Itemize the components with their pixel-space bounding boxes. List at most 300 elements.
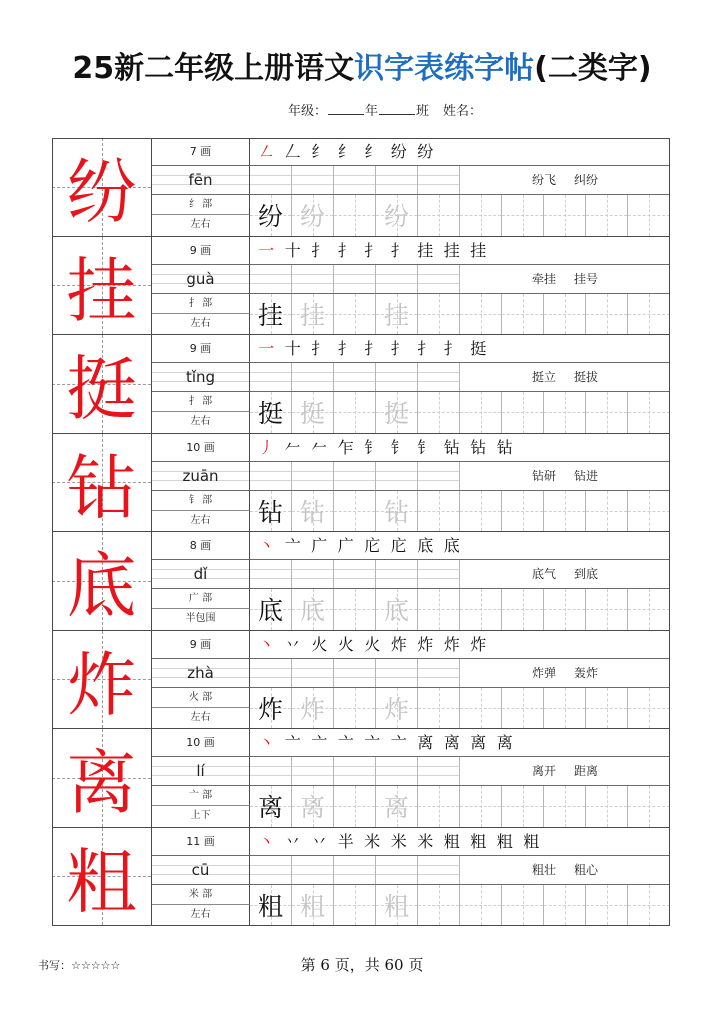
stroke-order-step: 扌 <box>390 240 407 260</box>
writing-practice-cell <box>502 491 544 532</box>
character-row <box>52 532 670 631</box>
writing-practice-cell <box>502 294 544 335</box>
character-row <box>52 434 670 533</box>
pinyin-practice-row <box>250 560 670 589</box>
writing-practice-cell <box>334 589 376 630</box>
stroke-order-step: 𠃋 <box>284 142 301 161</box>
stroke-order-step: 丷 <box>311 831 328 851</box>
radical: 扌 部 <box>152 392 250 412</box>
writing-practice-cell <box>250 688 292 729</box>
stroke-order-step: 扌 <box>417 339 434 358</box>
practice-model-character: 粗 <box>257 891 283 921</box>
character-row <box>52 335 670 434</box>
practice-model-character: 挂 <box>257 300 283 330</box>
pinyin-writing-cell <box>418 265 460 293</box>
writing-practice-cell <box>628 885 670 926</box>
writing-practice-cell <box>586 589 628 630</box>
pinyin-writing-cell <box>334 757 376 785</box>
stroke-order-step: 纟 <box>337 142 354 161</box>
writing-practice-cell <box>628 491 670 532</box>
writing-practice-cell <box>418 491 460 532</box>
stroke-count: 9 画 <box>152 631 250 659</box>
pinyin-writing-cell <box>334 462 376 490</box>
tracing-character: 纷 <box>299 202 325 232</box>
stroke-count: 10 画 <box>152 434 250 462</box>
stroke-order-step: 扌 <box>311 339 328 358</box>
title-highlight: 识字表练字帖 <box>354 51 535 86</box>
pinyin-practice-row <box>250 659 670 688</box>
pinyin-writing-cell <box>292 462 334 490</box>
pinyin-writing-cell <box>250 166 292 194</box>
pinyin-writing-cell <box>334 166 376 194</box>
pinyin-writing-cell <box>334 856 376 884</box>
writing-practice-cell <box>292 589 334 630</box>
stroke-order-step: 十 <box>284 339 301 358</box>
pinyin-writing-cell <box>376 265 418 293</box>
stroke-count: 8 画 <box>152 532 250 560</box>
character-row <box>52 729 670 828</box>
model-character-cell <box>52 631 152 729</box>
model-character-cell <box>52 138 152 236</box>
writing-practice-row <box>250 392 670 433</box>
stroke-order-step: 挺 <box>470 339 487 358</box>
stroke-order-step: 亠 <box>364 733 381 752</box>
pinyin-writing-cell <box>376 363 418 391</box>
writing-practice-cell <box>334 688 376 729</box>
handwriting-rating <box>38 958 120 974</box>
structure: 左右 <box>152 905 250 926</box>
stroke-order-step: ㇜ <box>258 142 275 161</box>
stroke-order-step: 火 <box>364 634 381 654</box>
stroke-order-step: 丷 <box>284 831 301 851</box>
model-character: 钻 <box>66 446 137 529</box>
writing-practice-cell <box>628 688 670 729</box>
writing-practice-row <box>250 491 670 532</box>
tracing-character: 纷 <box>383 202 409 232</box>
stroke-order-row <box>250 532 670 560</box>
stroke-order-step: 一 <box>258 240 275 260</box>
writing-practice-cell <box>292 294 334 335</box>
writing-practice-cell <box>628 786 670 827</box>
pinyin-writing-cell <box>292 757 334 785</box>
stroke-order-step: 离 <box>470 733 487 752</box>
writing-practice-cell <box>376 195 418 236</box>
pinyin-writing-cell <box>250 265 292 293</box>
stroke-order-row <box>250 434 670 462</box>
tracing-character: 离 <box>383 793 409 823</box>
class-label: 班 <box>416 104 430 119</box>
practice-model-character: 挺 <box>257 399 283 429</box>
pinyin-writing-cell <box>418 757 460 785</box>
model-character: 底 <box>66 545 137 628</box>
writing-practice-cell <box>418 688 460 729</box>
stroke-order-step: 粗 <box>443 831 460 851</box>
stroke-order-step: 粗 <box>470 831 487 851</box>
structure: 左右 <box>152 511 250 532</box>
pinyin-writing-cell <box>292 265 334 293</box>
radical: 扌 部 <box>152 294 250 314</box>
pinyin-writing-cell <box>376 560 418 588</box>
model-character-cell <box>52 828 152 926</box>
writing-practice-cell <box>460 491 502 532</box>
model-character-cell <box>52 335 152 433</box>
writing-practice-cell <box>292 885 334 926</box>
stroke-order-step: 扌 <box>311 240 328 260</box>
stroke-order-step: 米 <box>390 831 407 851</box>
stroke-order-step: 钻 <box>443 437 460 457</box>
vocabulary-cell <box>460 363 670 391</box>
vocabulary-word: 粗心 <box>574 862 599 877</box>
pinyin-practice-row <box>250 757 670 786</box>
writing-practice-row <box>250 786 670 827</box>
stroke-order-step: 挂 <box>443 240 460 260</box>
rating-stars: ☆☆☆☆☆ <box>71 959 121 972</box>
worksheet-title <box>0 46 724 92</box>
pinyin-writing-cell <box>250 462 292 490</box>
writing-practice-cell <box>292 392 334 433</box>
writing-practice-cell <box>586 294 628 335</box>
stroke-order-step: 纷 <box>417 142 434 161</box>
writing-practice-cell <box>418 885 460 926</box>
stroke-order-step: 亠 <box>311 733 328 752</box>
pinyin-writing-cell <box>250 363 292 391</box>
stroke-order-step: 扌 <box>443 339 460 358</box>
stroke-order-step: 半 <box>337 831 354 851</box>
stroke-order-step: 丷 <box>284 634 301 654</box>
stroke-order-step: 庀 <box>390 536 407 555</box>
writing-practice-row <box>250 294 670 335</box>
character-row <box>52 237 670 336</box>
stroke-order-step: 扌 <box>364 339 381 358</box>
stroke-order-step: 底 <box>443 536 460 555</box>
vocabulary-word: 挺立 <box>531 370 556 384</box>
writing-practice-cell <box>418 589 460 630</box>
writing-practice-cell <box>334 294 376 335</box>
pinyin-writing-cell <box>292 166 334 194</box>
model-character-cell <box>52 237 152 335</box>
pinyin-writing-cell <box>334 659 376 687</box>
stroke-order-step: 一 <box>258 339 275 358</box>
pinyin: guà <box>152 265 250 294</box>
tracing-character: 钻 <box>383 497 409 527</box>
vocabulary-word: 钻进 <box>574 468 599 483</box>
pinyin: tǐng <box>152 363 250 392</box>
writing-practice-cell <box>334 885 376 926</box>
tracing-character: 离 <box>299 793 325 823</box>
vocabulary-cell <box>460 560 670 588</box>
stroke-order-step: 丶 <box>258 536 275 555</box>
writing-practice-cell <box>250 589 292 630</box>
vocabulary-word: 粗壮 <box>531 862 556 877</box>
tracing-character: 底 <box>383 596 409 626</box>
stroke-order-step: 𠂉 <box>311 437 328 457</box>
writing-practice-cell <box>460 589 502 630</box>
writing-practice-cell <box>502 589 544 630</box>
stroke-order-step: 炸 <box>470 634 487 654</box>
stroke-order-step: 钅 <box>390 437 407 457</box>
stroke-order-row <box>250 237 670 265</box>
writing-practice-cell <box>544 294 586 335</box>
pinyin-writing-cell <box>376 462 418 490</box>
pinyin-writing-cell <box>334 560 376 588</box>
writing-practice-cell <box>460 885 502 926</box>
writing-practice-cell <box>250 885 292 926</box>
pinyin-writing-cell <box>292 659 334 687</box>
stroke-order-step: 𠂉 <box>284 437 301 457</box>
writing-practice-cell <box>544 491 586 532</box>
pinyin-writing-cell <box>250 659 292 687</box>
vocabulary-word: 底气 <box>531 567 556 581</box>
stroke-order-step: 离 <box>443 733 460 752</box>
writing-practice-cell <box>586 688 628 729</box>
tracing-character: 挂 <box>383 300 409 330</box>
writing-practice-cell <box>544 392 586 433</box>
writing-practice-cell <box>376 491 418 532</box>
writing-practice-cell <box>292 195 334 236</box>
stroke-order-step: 纟 <box>311 142 328 161</box>
pinyin-writing-cell <box>292 560 334 588</box>
pinyin-writing-cell <box>418 856 460 884</box>
pinyin-writing-cell <box>334 265 376 293</box>
year-label: 年 <box>365 104 379 119</box>
writing-practice-cell <box>334 392 376 433</box>
model-character: 挂 <box>66 249 137 332</box>
pinyin-writing-cell <box>250 757 292 785</box>
stroke-count: 9 画 <box>152 237 250 265</box>
writing-practice-cell <box>502 786 544 827</box>
grade-label: 年级： <box>288 104 328 119</box>
stroke-order-step: 粗 <box>523 831 540 851</box>
stroke-order-step: 丶 <box>258 634 275 654</box>
pinyin: fēn <box>152 166 250 195</box>
vocabulary-word: 炸弹 <box>531 665 556 680</box>
stroke-order-step: 离 <box>417 733 434 752</box>
practice-model-character: 离 <box>257 793 283 823</box>
radical: 纟 部 <box>152 195 250 215</box>
writing-practice-row <box>250 688 670 729</box>
pinyin: zuān <box>152 462 250 491</box>
stroke-order-step: 米 <box>417 831 434 851</box>
stroke-order-step: 亠 <box>337 733 354 752</box>
writing-practice-cell <box>460 786 502 827</box>
writing-practice-cell <box>586 195 628 236</box>
writing-practice-cell <box>292 786 334 827</box>
stroke-order-row <box>250 335 670 363</box>
writing-practice-row <box>250 589 670 630</box>
stroke-order-step: 底 <box>417 536 434 555</box>
pinyin-writing-cell <box>376 166 418 194</box>
model-character-cell <box>52 434 152 532</box>
character-row <box>52 828 670 927</box>
stroke-count: 9 画 <box>152 335 250 363</box>
stroke-order-step: 亠 <box>284 733 301 752</box>
writing-practice-cell <box>628 589 670 630</box>
model-character: 炸 <box>66 643 137 726</box>
pinyin-practice-row <box>250 856 670 885</box>
pinyin: lí <box>152 757 250 786</box>
stroke-order-step: 广 <box>311 536 328 555</box>
vocabulary-word: 距离 <box>574 764 599 778</box>
stroke-order-step: 丶 <box>258 733 275 752</box>
writing-practice-cell <box>250 491 292 532</box>
pinyin-practice-row <box>250 462 670 491</box>
vocabulary-word: 到底 <box>574 567 599 581</box>
pinyin-writing-cell <box>250 560 292 588</box>
name-label: 姓名： <box>443 104 483 119</box>
writing-practice-cell <box>544 589 586 630</box>
practice-model-character: 炸 <box>257 694 283 724</box>
radical: 米 部 <box>152 885 250 905</box>
stroke-order-row <box>250 631 670 659</box>
pinyin-practice-row <box>250 265 670 294</box>
structure: 左右 <box>152 412 250 433</box>
writing-practice-cell <box>544 885 586 926</box>
writing-practice-cell <box>628 195 670 236</box>
title-prefix: 25新二年级上册语文 <box>72 51 355 86</box>
structure: 半包围 <box>152 609 250 630</box>
writing-practice-cell <box>544 195 586 236</box>
tracing-character: 粗 <box>383 891 409 921</box>
pinyin-writing-cell <box>418 363 460 391</box>
class-blank <box>379 102 415 115</box>
writing-practice-cell <box>250 392 292 433</box>
stroke-order-step: 米 <box>364 831 381 851</box>
stroke-order-step: 扌 <box>364 240 381 260</box>
practice-table <box>52 138 670 926</box>
writing-practice-cell <box>376 885 418 926</box>
practice-model-character: 纷 <box>257 202 283 232</box>
writing-practice-cell <box>334 786 376 827</box>
writing-practice-cell <box>376 392 418 433</box>
radical: 亠 部 <box>152 786 250 806</box>
tracing-character: 挂 <box>299 300 325 330</box>
vocabulary-word: 轰炸 <box>574 665 599 680</box>
writing-practice-cell <box>250 195 292 236</box>
stroke-order-step: 广 <box>337 536 354 555</box>
stroke-order-step: 丿 <box>258 437 275 457</box>
radical: 广 部 <box>152 589 250 609</box>
writing-practice-cell <box>334 491 376 532</box>
stroke-order-step: 庀 <box>364 536 381 555</box>
stroke-order-step: 丶 <box>258 831 275 851</box>
pinyin-writing-cell <box>292 856 334 884</box>
vocabulary-cell <box>460 166 670 194</box>
writing-practice-cell <box>460 392 502 433</box>
pinyin-writing-cell <box>376 757 418 785</box>
writing-practice-cell <box>376 688 418 729</box>
tracing-character: 挺 <box>383 399 409 429</box>
writing-practice-cell <box>502 885 544 926</box>
practice-model-character: 底 <box>257 596 283 626</box>
stroke-order-step: 火 <box>337 634 354 654</box>
stroke-order-step: 扌 <box>337 240 354 260</box>
stroke-order-step: 钻 <box>470 437 487 457</box>
tracing-character: 炸 <box>299 694 325 724</box>
writing-practice-row <box>250 885 670 926</box>
stroke-order-step: 炸 <box>443 634 460 654</box>
model-character: 离 <box>66 742 137 825</box>
writing-practice-row <box>250 195 670 236</box>
pinyin-writing-cell <box>418 166 460 194</box>
writing-practice-cell <box>502 195 544 236</box>
writing-practice-cell <box>250 294 292 335</box>
stroke-order-step: 火 <box>311 634 328 654</box>
writing-practice-cell <box>628 294 670 335</box>
model-character: 纷 <box>66 151 137 234</box>
stroke-order-step: 挂 <box>470 240 487 260</box>
vocabulary-word: 纷飞 <box>531 173 556 187</box>
writing-practice-cell <box>460 195 502 236</box>
grade-blank <box>328 102 364 115</box>
pinyin-writing-cell <box>418 560 460 588</box>
writing-practice-cell <box>628 392 670 433</box>
vocabulary-cell <box>460 462 670 490</box>
writing-practice-cell <box>376 294 418 335</box>
pinyin-practice-row <box>250 363 670 392</box>
pinyin-writing-cell <box>376 856 418 884</box>
stroke-order-step: 粗 <box>496 831 513 851</box>
character-row <box>52 631 670 730</box>
stroke-count: 11 画 <box>152 828 250 856</box>
vocabulary-word: 纠纷 <box>574 173 599 187</box>
stroke-order-step: 亠 <box>390 733 407 752</box>
structure: 左右 <box>152 708 250 729</box>
writing-practice-cell <box>586 491 628 532</box>
writing-practice-cell <box>586 885 628 926</box>
stroke-order-step: 钅 <box>364 437 381 457</box>
vocabulary-word: 挂号 <box>574 271 599 286</box>
vocabulary-word: 钻研 <box>531 468 556 483</box>
stroke-order-step: 纟 <box>364 142 381 161</box>
writing-practice-cell <box>502 688 544 729</box>
writing-practice-cell <box>292 688 334 729</box>
stroke-count: 10 画 <box>152 729 250 757</box>
writing-practice-cell <box>544 786 586 827</box>
stroke-order-step: 炸 <box>417 634 434 654</box>
tracing-character: 钻 <box>299 497 325 527</box>
writing-practice-cell <box>418 786 460 827</box>
pinyin-writing-cell <box>334 363 376 391</box>
model-character: 粗 <box>66 840 137 923</box>
writing-practice-cell <box>418 294 460 335</box>
tracing-character: 底 <box>299 596 325 626</box>
vocabulary-cell <box>460 265 670 293</box>
writing-practice-cell <box>460 294 502 335</box>
vocabulary-cell <box>460 659 670 687</box>
vocabulary-word: 挺拔 <box>574 370 599 384</box>
writing-practice-cell <box>250 786 292 827</box>
stroke-order-step: 扌 <box>390 339 407 358</box>
writing-practice-cell <box>544 688 586 729</box>
writing-practice-cell <box>586 392 628 433</box>
pinyin-writing-cell <box>418 462 460 490</box>
writing-practice-cell <box>376 786 418 827</box>
stroke-order-step: 挂 <box>417 240 434 260</box>
practice-model-character: 钻 <box>257 497 283 527</box>
stroke-order-step: 亠 <box>284 536 301 555</box>
stroke-order-row <box>250 729 670 757</box>
writing-practice-cell <box>292 491 334 532</box>
pinyin-writing-cell <box>376 659 418 687</box>
stroke-order-row <box>250 138 670 166</box>
structure: 左右 <box>152 215 250 236</box>
writing-practice-cell <box>418 195 460 236</box>
stroke-order-step: 钻 <box>496 437 513 457</box>
stroke-order-step: 离 <box>496 733 513 752</box>
tracing-character: 挺 <box>299 399 325 429</box>
vocabulary-word: 离开 <box>531 764 556 778</box>
pinyin: dǐ <box>152 560 250 589</box>
